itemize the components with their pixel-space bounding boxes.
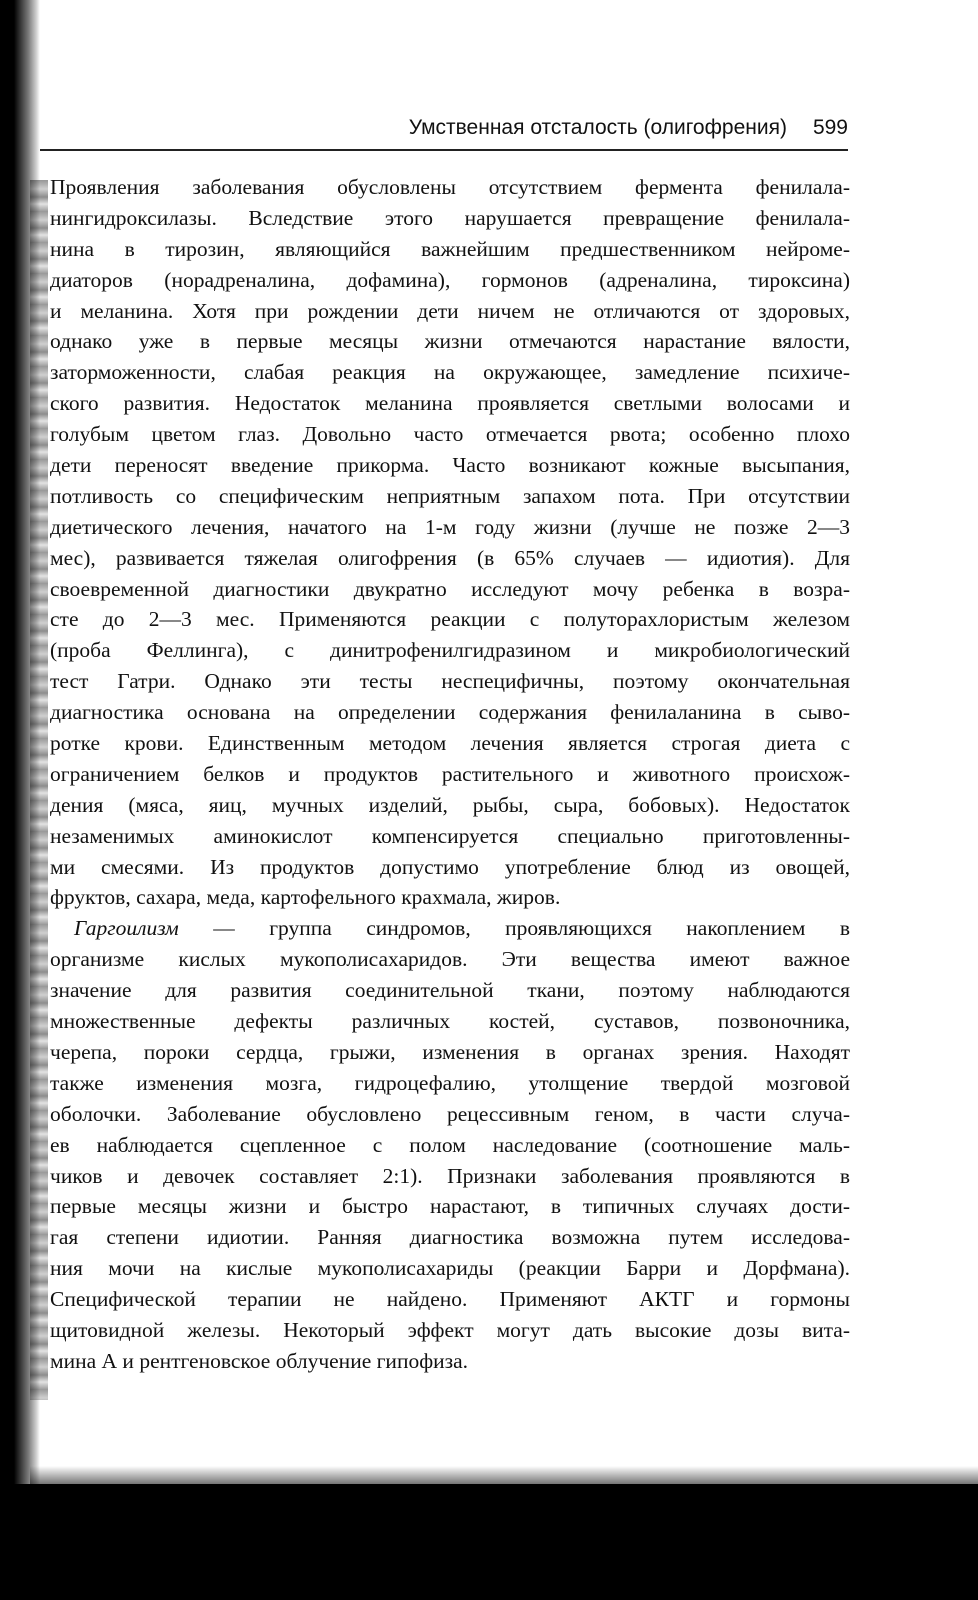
gargoylism-first-line-rest: — группа синдромов, проявляющихся накоплением в (178, 916, 850, 941)
running-header (300, 116, 848, 146)
text-line: заторможенности, слабая реакция на окружающее, замедление психиче- (50, 360, 850, 385)
text-line: оболочки. Заболевание обусловлено рецессивным геном, в части случа- (50, 1101, 850, 1126)
text-line: значение для развития соединительной ткани, поэтому наблюдаются (50, 978, 850, 1003)
text-line: нингидроксилазы. Вследствие этого нарушается превращение фенилала- (50, 205, 850, 230)
text-line: ев наблюдается сцепленное с полом наследование (соотношение маль- (50, 1132, 850, 1157)
text-line: голубым цветом глаз. Довольно часто отмечается рвота; особенно плохо (50, 422, 850, 447)
text-line: ского развития. Недостаток меланина проявляется светлыми волосами и (50, 391, 850, 416)
text-line: множественные дефекты различных костей, суставов, позвоночника, (50, 1009, 850, 1034)
text-line: первые месяцы жизни и быстро нарастают, в типичных случаях дости- (50, 1194, 850, 1219)
text-line: фруктов, сахара, меда, картофельного крахмала, жиров. (50, 885, 561, 910)
text-line: ми смесями. Из продуктов допустимо употребление блюд из овощей, (50, 854, 850, 879)
text-line: (проба Феллинга), с динитрофенилгидразином и микробиологический (50, 638, 850, 663)
text-line: потливость со специфическим неприятным запахом пота. При отсутствии (50, 483, 850, 508)
text-line: мес), развивается тяжелая олигофрения (в 65% случаев — идиотия). Для (50, 545, 850, 570)
text-line: диетического лечения, начатого на 1-м году жизни (лучше не позже 2—3 (50, 514, 850, 539)
text-line: и меланина. Хотя при рождении дети ничем не отличаются от здоровых, (50, 298, 850, 323)
scan-bottom-shadow (30, 1466, 978, 1486)
text-line: дети переносят введение прикорма. Часто возникают кожные высыпания, (50, 453, 850, 478)
text-line: организме кислых мукополисахаридов. Эти вещества имеют важное (50, 947, 850, 972)
text-line: Проявления заболевания обусловлены отсутствием фермента фенилала- (50, 175, 850, 199)
page-number: 599 (812, 116, 848, 139)
text-line: нина в тирозин, являющийся важнейшим предшественником нейроме- (50, 236, 850, 261)
scan-bottom-edge (0, 1484, 978, 1600)
text-line: незаменимых аминокислот компенсируется специально приготовленны- (50, 823, 850, 848)
text-line: ния мочи на кислые мукополисахариды (реакции Барри и Дорфмана). (50, 1256, 850, 1281)
text-line: дения (мяса, яиц, мучных изделий, рыбы, сыра, бобовых). Недостаток (50, 792, 850, 817)
header-rule (40, 149, 848, 151)
text-line: тест Гатри. Однако эти тесты неспецифичны, поэтому окончательная (50, 669, 850, 694)
text-line: сте до 2—3 мес. Применяются реакции с полуторахлористым железом (50, 607, 850, 632)
text-line: Специфической терапии не найдено. Применяют АКТГ и гормоны (50, 1287, 850, 1312)
running-header-title: Умственная отсталость (олигофрения) (408, 116, 787, 139)
text-line: ограничением белков и продуктов растительного и животного происхож- (50, 761, 850, 786)
text-line: однако уже в первые месяцы жизни отмечаются нарастание вялости, (50, 329, 850, 354)
text-line: гая степени идиотии. Ранняя диагностика возможна путем исследова- (50, 1225, 850, 1250)
text-line: диагностика основана на определении содержания фенилаланина в сыво- (50, 700, 850, 725)
text-line: диаторов (норадреналина, дофамина), гормонов (адреналина, тироксина) (50, 267, 850, 292)
text-line: чиков и девочек составляет 2:1). Признаки заболевания проявляются в (50, 1163, 850, 1188)
body-text (50, 172, 850, 1377)
scan-binding-shadow (30, 180, 48, 1400)
text-line: ротке крови. Единственным методом лечения является строгая диета с (50, 731, 850, 756)
text-line: своевременной диагностики двукратно исследуют мочу ребенка в возра- (50, 576, 850, 601)
gargoylism-term: Гаргоилизм (74, 916, 179, 941)
text-line: мина А и рентгеновское облучение гипофиза. (50, 1348, 469, 1373)
text-line: щитовидной железы. Некоторый эффект могут дать высокие дозы вита- (50, 1317, 850, 1342)
text-line: также изменения мозга, гидроцефалию, утолщение твердой мозговой (50, 1070, 850, 1095)
text-line: черепа, пороки сердца, грыжи, изменения в органах зрения. Находят (50, 1039, 850, 1064)
gargoylism-first-line (50, 913, 850, 944)
